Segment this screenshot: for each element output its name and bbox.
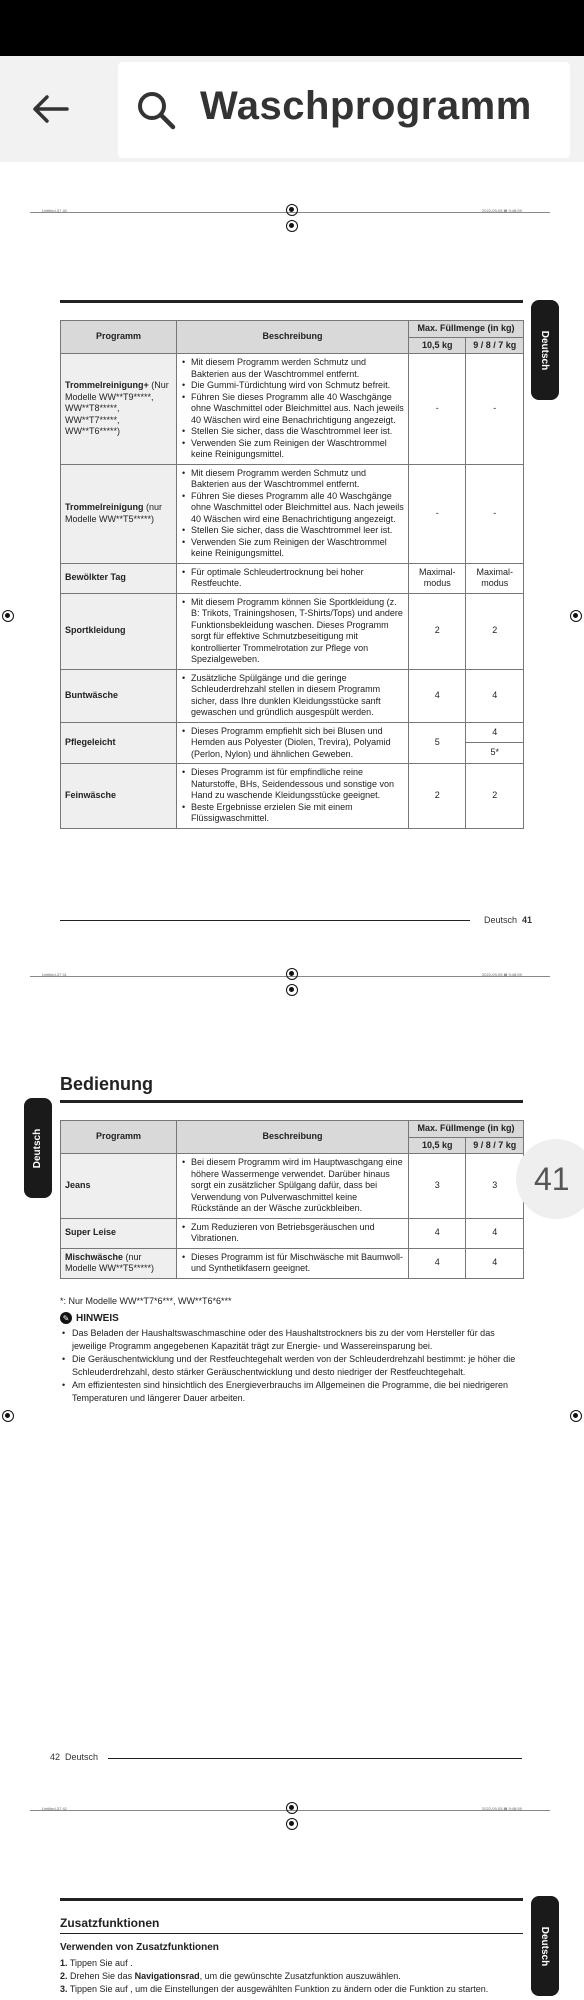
page-number: 42 [50,1752,61,1762]
registration-mark-icon [286,1818,298,1830]
program-description [177,464,409,563]
description-bullet: • Mit diesem Programm werden Schmutz und Bakterien aus der Waschtrommel entfernt. [181,468,404,491]
crop-label-right: 2022-09-05 ▦ 9:48:59 [482,1806,522,1811]
max-load-10kg: 4 [409,669,466,722]
search-icon [136,90,176,130]
step-list [60,1957,540,1996]
table-row [61,1218,524,1248]
program-description [177,669,409,722]
note-icon: ✎ [60,1312,72,1324]
max-load-9kg: 2 [466,764,524,829]
col-header-max-load: Max. Füllmenge (in kg) [409,321,524,338]
max-load-9kg: - [466,464,524,563]
program-name: Pflegeleicht [61,722,177,764]
page-heading: Bedienung [60,1074,153,1094]
max-load-9kg: 4 [466,1248,524,1278]
registration-mark-icon [286,220,298,232]
col-header-9kg: 9 / 8 / 7 kg [466,337,524,354]
section-subtitle: Verwenden von Zusatzfunktionen [60,1942,219,1953]
crop-label-right: 2022-09-05 ▦ 9:48:59 [482,208,522,213]
search-query[interactable]: Waschprogramm [200,84,532,128]
program-name: Sportkleidung [61,593,177,669]
table-row [61,764,524,829]
max-load-9kg-alt: 5* [466,743,524,764]
crop-label-left: Untitled-37 42 [42,1806,67,1811]
col-header-program: Programm [61,321,177,354]
max-load-10kg: 2 [409,764,466,829]
description-bullet: • Für optimale Schleudertrocknung bei hoher Restfeuchte. [181,567,404,590]
max-load-10kg: 5 [409,722,466,764]
max-load-9kg: 4 [466,669,524,722]
registration-mark-icon [286,984,298,996]
registration-mark-icon [570,610,582,622]
registration-mark-icon [286,204,298,216]
description-bullet: • Führen Sie dieses Programm alle 40 Waschgänge ohne Waschmittel oder Bleichmittel aus. Nach jeweils 40 Wäschen wird eine Benachrichtigung angezeigt. [181,491,404,526]
side-tab-language: Deutsch [531,300,559,400]
step-item: 2. Drehen Sie das Navigationsrad, um die gewünschte Zusatzfunktion auszuwählen. [60,1971,401,1981]
program-description [177,354,409,465]
program-description [177,764,409,829]
description-bullet: • Zum Reduzieren von Betriebsgeräuschen und Vibrationen. [181,1222,404,1245]
program-name: Feinwäsche [61,764,177,829]
table-row [61,1154,524,1219]
program-name: Buntwäsche [61,669,177,722]
description-bullet: • Die Gummi-Türdichtung wird von Schmutz befreit. [181,380,404,392]
program-description [177,1154,409,1219]
note-heading: ✎ HINWEIS [60,1312,119,1324]
page-top-rule [60,1898,523,1901]
description-bullet: • Zusätzliche Spülgänge und die geringe Schleuderdrehzahl stellen in diesem Programm sicher, dass Ihre dunklen Kleidungsstücke sanft gewaschen und gründlich ausgespült werden. [181,673,404,719]
registration-mark-icon [286,1802,298,1814]
description-bullet: • Führen Sie dieses Programm alle 40 Waschgänge ohne Waschmittel oder Bleichmittel aus. Nach jeweils 40 Wäschen wird eine Benachrichtigung angezeigt. [181,392,404,427]
registration-mark-icon [570,1410,582,1422]
description-bullet: • Dieses Programm ist für empfindliche reine Naturstoffe, BHs, Seidendessous und sonstige von Hand zu waschende Kleidungsstücke geeignet. [181,767,404,802]
col-header-program: Programm [61,1121,177,1154]
page-lang: Deutsch [484,915,518,925]
program-name: Trommelreinigung (nur Modelle WW**T5*****) [61,464,177,563]
program-description [177,1218,409,1248]
table-row [61,563,524,593]
program-description [177,593,409,669]
section-title: Zusatzfunktionen [60,1916,160,1930]
max-load-10kg: Maximal-modus [409,563,466,593]
program-description [177,1248,409,1278]
max-load-10kg: 4 [409,1218,466,1248]
page-lang: Deutsch [65,1752,99,1762]
program-name: Trommelreinigung+ (Nur Modelle WW**T9*****, WW**T8*****, WW**T7*****, WW**T6*****) [61,354,177,465]
description-bullet: • Stellen Sie sicher, dass die Waschtrommel leer ist. [181,426,404,438]
max-load-9kg: 4 [466,722,524,743]
section-rule [60,1933,523,1934]
description-bullet: • Stellen Sie sicher, dass die Waschtrommel leer ist. [181,525,404,537]
footnote: *: Nur Modelle WW**T7*6***, WW**T6*6*** [60,1296,232,1306]
status-bar [0,0,584,56]
max-load-9kg: 4 [466,1218,524,1248]
program-name: Super Leise [61,1218,177,1248]
description-bullet: • Verwenden Sie zum Reinigen der Waschtrommel keine Reinigungsmittel. [181,438,404,461]
max-load-10kg: 4 [409,1248,466,1278]
arrow-left-icon [33,95,69,123]
heading-rule [60,1100,523,1103]
program-description [177,722,409,764]
search-field[interactable] [118,62,570,158]
step-item: 1. Tippen Sie auf . [60,1958,133,1968]
crop-label-left: Untitled-37 41 [42,972,67,977]
document-viewer[interactable] [0,150,584,2000]
program-table [60,320,524,829]
max-load-9kg: 3 [466,1154,524,1219]
program-name: Jeans [61,1154,177,1219]
page-number-badge: 41 [516,1139,584,1219]
max-load-10kg: 2 [409,593,466,669]
note-item: • Am effizientesten sind hinsichtlich des Energieverbrauchs im Allgemeinen die Programme, die bei niedrigeren Temperaturen und längerer Dauer arbeiten. [60,1379,520,1404]
max-load-9kg: Maximal-modus [466,563,524,593]
program-table-2 [60,1120,524,1279]
description-bullet: • Beste Ergebnisse erzielen Sie mit einem Flüssigwaschmittel. [181,802,404,825]
description-bullet: • Bei diesem Programm wird im Hauptwaschgang eine höhere Wassermenge verwendet. Darüber hinaus sorgt ein zusätzlicher Spülgang dafür, dass bei Verwendung von Pulverwaschmittel keine Rückstände an der Wäsche zurückbleiben. [181,1157,404,1215]
crop-label-right: 2022-09-05 ▦ 9:48:59 [482,972,522,977]
max-load-9kg: - [466,354,524,465]
table-row [61,593,524,669]
col-header-description: Beschreibung [177,1121,409,1154]
program-name: Mischwäsche (nur Modelle WW**T5*****) [61,1248,177,1278]
page-number: 41 [522,915,533,925]
table-row [61,464,524,563]
page-41-footer [484,915,532,925]
app-bar [0,56,584,162]
registration-mark-icon [286,968,298,980]
program-name: Bewölkter Tag [61,563,177,593]
footer-rule [108,1758,522,1759]
max-load-10kg: - [409,354,466,465]
program-description [177,563,409,593]
col-header-10kg: 10,5 kg [409,1137,466,1154]
crop-label-left: Untitled-37 40 [42,208,67,213]
description-bullet: • Dieses Programm empfiehlt sich bei Blusen und Hemden aus Polyester (Diolen, Trevira), Polyamid (Perlon, Nylon) und ähnlichen Geweben. [181,726,404,761]
note-item: • Das Beladen der Haushaltswaschmaschine oder des Haushaltstrockners bis zu der vom Hersteller für das jeweilige Programm angegebenen Kapazität trägt zur Energie- und Wassereinsparung bei. [60,1327,520,1352]
col-header-description: Beschreibung [177,321,409,354]
note-item: • Die Geräuschentwicklung und der Restfeuchtegehalt werden von der Schleuderdrehzahl bestimmt: je höher die Schleuderdrehzahl, desto stärker Geräuschentwicklung und desto niedriger der Restfeuchtegehalt. [60,1353,520,1378]
side-tab-language: Deutsch [24,1098,52,1198]
footer-rule [60,920,470,921]
description-bullet: • Mit diesem Programm werden Schmutz und Bakterien aus der Waschtrommel entfernt. [181,357,404,380]
note-list [60,1327,520,1405]
table-row [61,722,524,743]
table-row [61,354,524,465]
description-bullet: • Mit diesem Programm können Sie Sportkleidung (z. B: Trikots, Trainingshosen, T-Shirts/Tops) und andere Funktionsbekleidung waschen. Dieses Programm sorgt für effektive Schmutzbeseitigung mit kontrollierter Trommelrotation zur Pflege von Spezialgeweben. [181,597,404,666]
registration-mark-icon [2,1410,14,1422]
max-load-9kg: 2 [466,593,524,669]
page-42-footer [50,1752,98,1762]
description-bullet: • Dieses Programm ist für Mischwäsche mit Baumwoll- und Synthetikfasern geeignet. [181,1252,404,1275]
page-top-rule [60,300,523,303]
side-tab-language: Deutsch [531,1896,559,1996]
description-bullet: • Verwenden Sie zum Reinigen der Waschtrommel keine Reinigungsmittel. [181,537,404,560]
table-row [61,1248,524,1278]
col-header-10kg: 10,5 kg [409,337,466,354]
col-header-9kg: 9 / 8 / 7 kg [466,1137,524,1154]
max-load-10kg: - [409,464,466,563]
registration-mark-icon [2,610,14,622]
max-load-10kg: 3 [409,1154,466,1219]
table-row [61,669,524,722]
back-button[interactable] [26,84,76,134]
col-header-max-load: Max. Füllmenge (in kg) [409,1121,524,1138]
step-item: 3. Tippen Sie auf , um die Einstellungen der ausgewählten Funktion zu ändern oder die Funktion zu starten. [60,1984,489,1994]
